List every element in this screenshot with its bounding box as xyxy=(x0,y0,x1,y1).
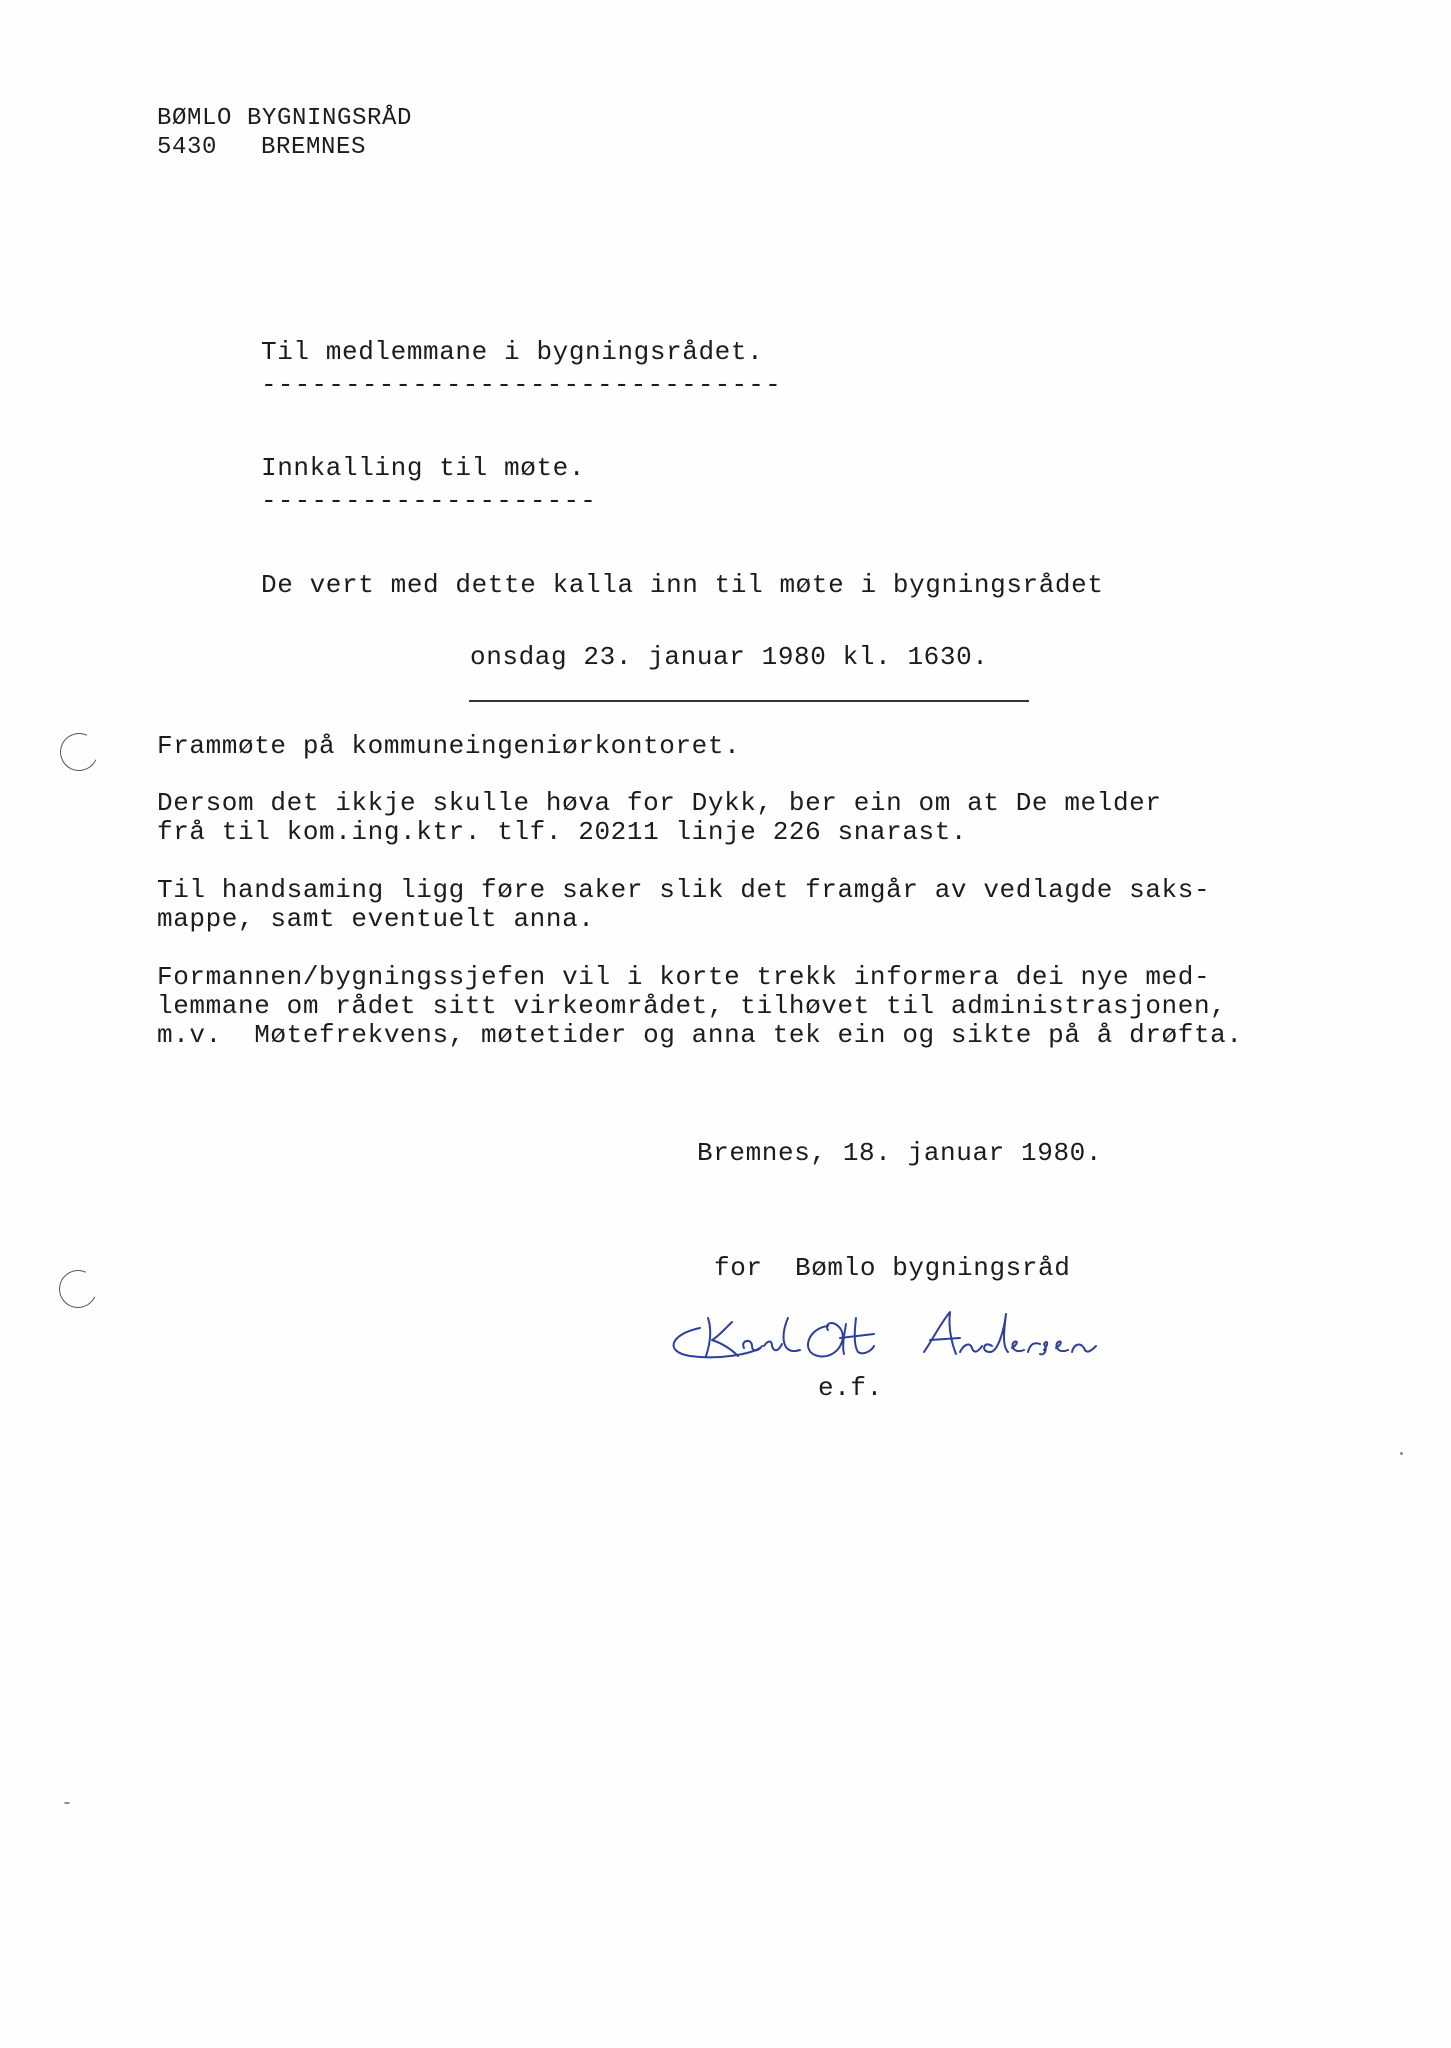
recipient-line: Til medlemmane i bygningsrådet. xyxy=(261,337,764,367)
paper-speck xyxy=(64,1802,70,1804)
sender-name: BØMLO BYGNINGSRÅD xyxy=(157,105,413,132)
info-paragraph-line-3: m.v. Møtefrekvens, møtetider og anna tek ein og sikte på å drøfta. xyxy=(157,1020,1243,1050)
recipient-underline: ------------------------------- xyxy=(261,370,782,400)
sender-city: BREMNES xyxy=(261,134,367,161)
signoff: for Bømlo bygningsråd xyxy=(714,1253,1071,1283)
attendance-paragraph: Frammøte på kommuneingeniørkontoret. xyxy=(157,731,741,761)
place-date: Bremnes, 18. januar 1980. xyxy=(697,1138,1103,1168)
absence-paragraph-line-1: Dersom det ikkje skulle høva for Dykk, ber ein om at De melder xyxy=(157,788,1162,818)
sender-postcode: 5430 xyxy=(157,134,218,161)
ef-marker: e.f. xyxy=(818,1373,883,1403)
info-paragraph-line-2: lemmane om rådet sitt virkeområdet, tilhøvet til administrasjonen, xyxy=(157,991,1227,1021)
meeting-time: onsdag 23. januar 1980 kl. 1630. xyxy=(470,642,989,672)
subject-line: Innkalling til møte. xyxy=(261,453,586,483)
subject-underline: -------------------- xyxy=(261,486,598,516)
info-paragraph-line-1: Formannen/bygningssjefen vil i korte trekk informera dei nye med- xyxy=(157,962,1211,992)
handwritten-signature xyxy=(660,1300,1150,1380)
paper-speck xyxy=(1400,1452,1403,1455)
punch-hole-bottom xyxy=(54,1265,103,1314)
punch-hole-top xyxy=(55,728,104,777)
intro-line: De vert med dette kalla inn til møte i bygningsrådet xyxy=(261,570,1104,600)
absence-paragraph-line-2: frå til kom.ing.ktr. tlf. 20211 linje 226 snarast. xyxy=(157,817,968,847)
agenda-paragraph-line-2: mappe, samt eventuelt anna. xyxy=(157,904,595,934)
agenda-paragraph-line-1: Til handsaming ligg føre saker slik det framgår av vedlagde saks- xyxy=(157,875,1211,905)
meeting-time-underline xyxy=(469,700,1029,702)
